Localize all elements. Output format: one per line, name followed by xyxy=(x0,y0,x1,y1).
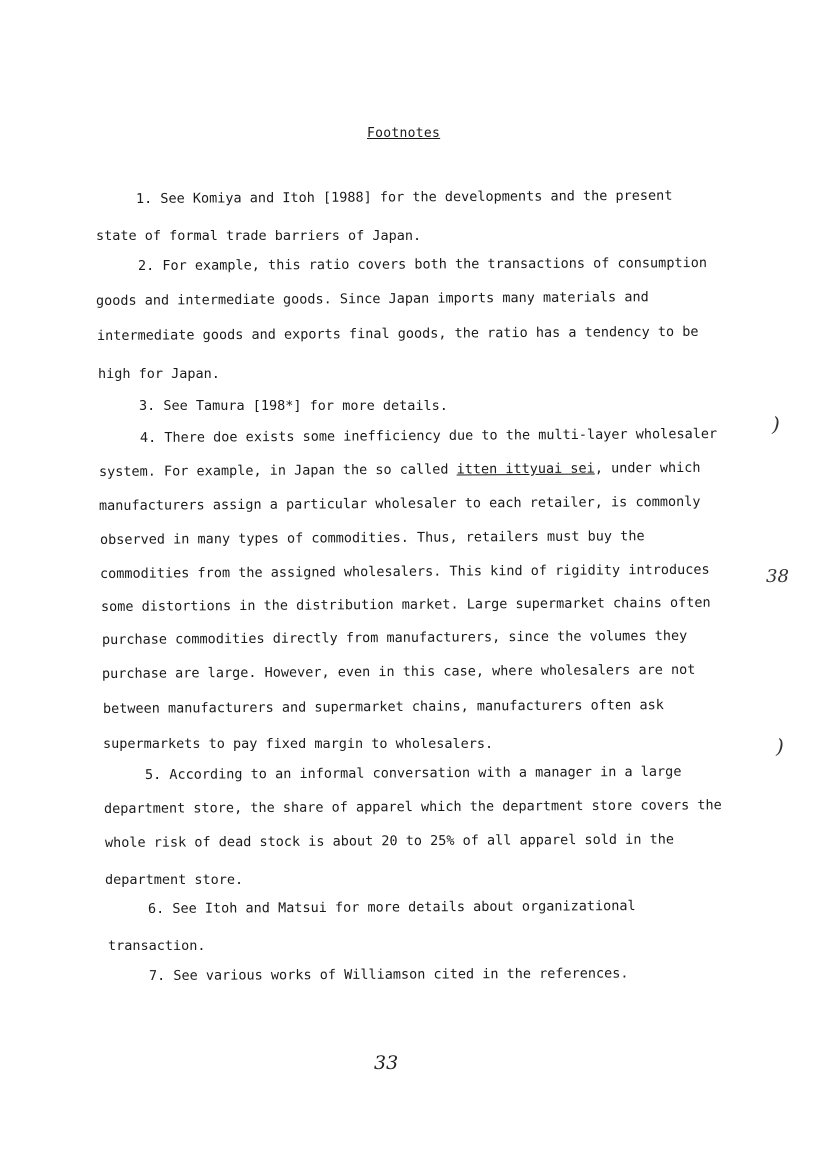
footnote-line: department store, the share of apparel which the department store covers the xyxy=(103,797,722,817)
footnote-line: transaction. xyxy=(108,938,206,954)
footnote-line: whole risk of dead stock is about 20 to 25% of all apparel sold in the xyxy=(104,831,674,851)
footnote-text: , under which xyxy=(594,459,701,477)
japanese-term: itten ittyuai sei xyxy=(456,460,595,478)
footnote-text: system. For example, in Japan the so called xyxy=(98,461,457,480)
footnote-line: 3. See Tamura [198*] for more details. xyxy=(139,398,448,414)
margin-number: 38 xyxy=(766,566,789,587)
footnote-line: observed in many types of commodities. Thus, retailers must buy the xyxy=(99,528,645,548)
footnote-line: purchase are large. However, even in this case, where wholesalers are not xyxy=(101,661,696,682)
footnote-line: 7. See various works of Williamson cited in the references. xyxy=(148,965,629,984)
footnote-line: 5. According to an informal conversation with a manager in a large xyxy=(144,763,682,783)
page-title: Footnotes xyxy=(367,126,441,141)
footnote-line: purchase commodities directly from manufacturers, since the volumes they xyxy=(101,627,688,648)
footnote-line: 2. For example, this ratio covers both the transactions of consumption xyxy=(137,255,707,274)
footnote-line: 4. There doe exists some inefficiency due to the multi-layer wholesaler xyxy=(139,425,718,446)
binding-hole-mark: ) xyxy=(776,734,784,758)
footnote-line: 1. See Komiya and Itoh [1988] for the developments and the present xyxy=(135,187,673,207)
footnote-line: commodities from the assigned wholesalers. This kind of rigidity introduces xyxy=(99,561,710,582)
footnote-line xyxy=(99,460,701,480)
footnote-line: department store. xyxy=(105,872,244,888)
footnote-line: supermarkets to pay fixed margin to wholesalers. xyxy=(103,736,494,752)
footnote-line: state of formal trade barriers of Japan. xyxy=(96,228,422,244)
footnote-line: high for Japan. xyxy=(98,366,220,382)
footnote-line: intermediate goods and exports final goods, the ratio has a tendency to be xyxy=(96,323,699,344)
footnote-line: between manufacturers and supermarket chains, manufacturers often ask xyxy=(102,697,664,717)
page-number: 33 xyxy=(374,1052,399,1074)
footnote-line: some distortions in the distribution market. Large supermarket chains often xyxy=(100,594,711,615)
footnote-line: 6. See Itoh and Matsui for more details about organizational xyxy=(147,898,636,917)
footnote-line: goods and intermediate goods. Since Japan imports many materials and xyxy=(95,289,649,309)
binding-hole-mark: ) xyxy=(772,412,780,436)
footnote-line: manufacturers assign a particular wholesaler to each retailer, is commonly xyxy=(98,493,701,514)
